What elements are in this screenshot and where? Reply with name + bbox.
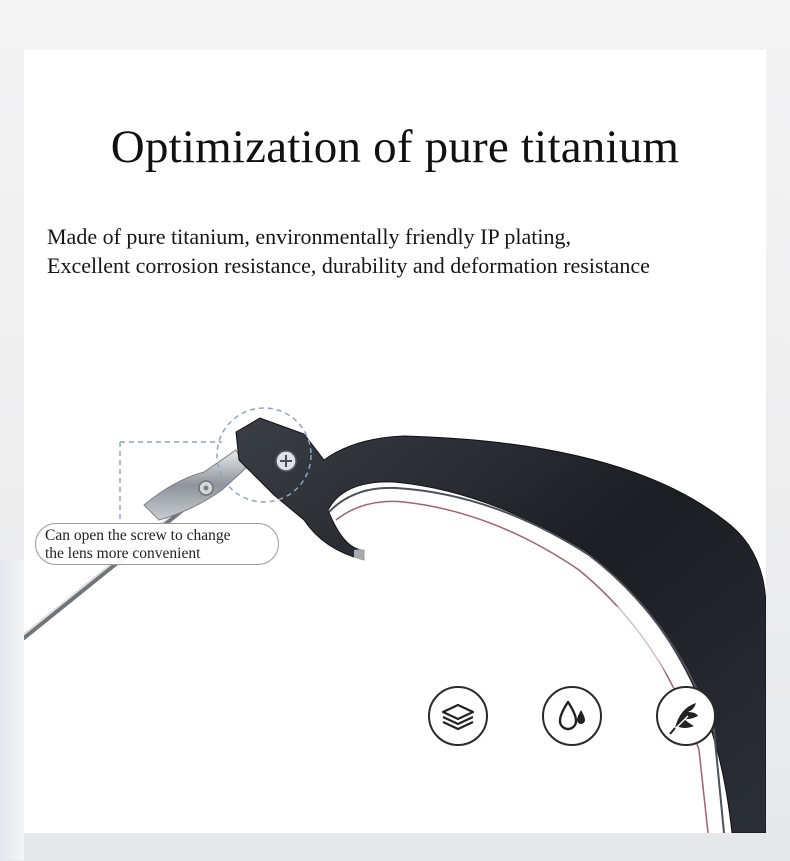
callout-line-2: the lens more convenient xyxy=(45,544,201,562)
hinge-metal xyxy=(144,450,246,520)
water-drops-icon xyxy=(542,686,602,746)
background-edge xyxy=(0,560,24,860)
description-line-2: Excellent corrosion resistance, durability and deformation resistance xyxy=(47,253,650,278)
feather-icon xyxy=(656,686,716,746)
product-card xyxy=(24,50,766,833)
callout-line-1: Can open the screw to change xyxy=(45,527,231,544)
layers-icon xyxy=(428,686,488,746)
page-title: Optimization of pure titanium xyxy=(110,121,680,173)
description-line-1: Made of pure titanium, environmentally friendly IP plating, xyxy=(47,224,572,249)
glasses-frame-image xyxy=(24,50,766,833)
screw-callout xyxy=(35,523,279,565)
